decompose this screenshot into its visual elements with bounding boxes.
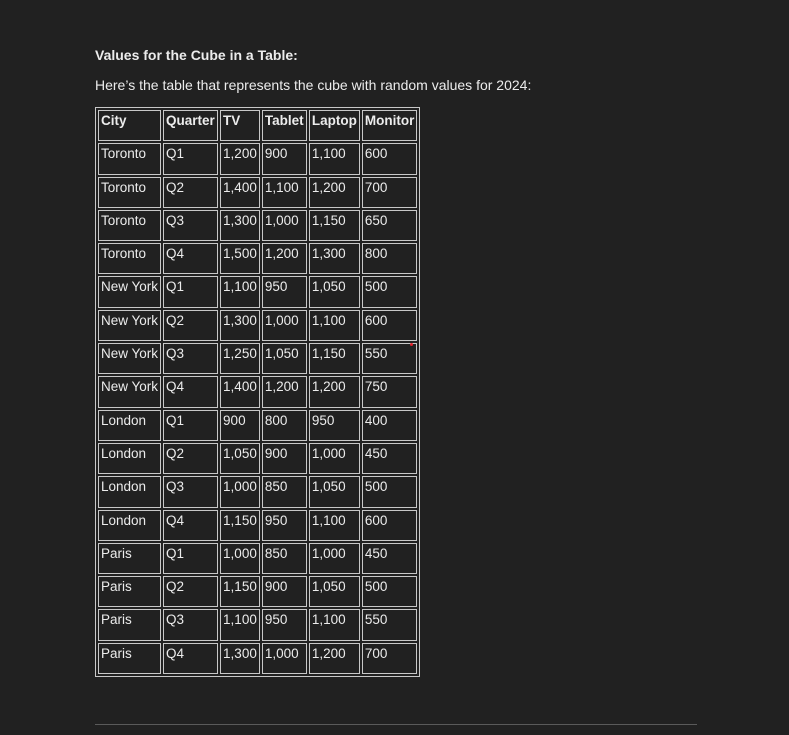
table-row — [98, 476, 417, 507]
cell-monitor: 450 — [362, 543, 418, 574]
cell-laptop: 1,300 — [309, 243, 360, 274]
cell-tablet: 900 — [262, 576, 307, 607]
cell-tv: 1,150 — [220, 576, 260, 607]
cell-tv: 1,400 — [220, 376, 260, 407]
cell-tablet: 950 — [262, 609, 307, 640]
cell-laptop: 1,200 — [309, 177, 360, 208]
cell-city: Paris — [98, 576, 161, 607]
cell-monitor: 500 — [362, 276, 418, 307]
cell-tablet: 900 — [262, 143, 307, 174]
cell-city: London — [98, 410, 161, 441]
cell-monitor: 550 — [362, 609, 418, 640]
cell-monitor: 750 — [362, 376, 418, 407]
intro-text: Here’s the table that represents the cube with random values for 2024: — [95, 77, 532, 93]
table-row — [98, 310, 417, 341]
cell-monitor: 550 — [362, 343, 418, 374]
cell-city: Paris — [98, 543, 161, 574]
cell-tv: 1,000 — [220, 476, 260, 507]
cell-city: London — [98, 443, 161, 474]
cell-tablet: 1,100 — [262, 177, 307, 208]
cell-tv: 900 — [220, 410, 260, 441]
cell-laptop: 1,050 — [309, 276, 360, 307]
cell-tablet: 1,200 — [262, 243, 307, 274]
cell-tablet: 1,000 — [262, 643, 307, 674]
table-row — [98, 443, 417, 474]
table-body — [98, 143, 417, 674]
cell-laptop: 1,050 — [309, 576, 360, 607]
cell-tablet: 950 — [262, 510, 307, 541]
column-header-tablet: Tablet — [262, 110, 307, 141]
cell-laptop: 1,150 — [309, 343, 360, 374]
column-header-laptop: Laptop — [309, 110, 360, 141]
cell-city: New York — [98, 376, 161, 407]
cell-quarter: Q4 — [163, 510, 218, 541]
cell-tablet: 1,000 — [262, 310, 307, 341]
cell-laptop: 1,000 — [309, 543, 360, 574]
cell-monitor: 600 — [362, 143, 418, 174]
table-row — [98, 643, 417, 674]
cell-tablet: 1,000 — [262, 210, 307, 241]
cursor-dot — [410, 343, 413, 346]
cell-quarter: Q2 — [163, 443, 218, 474]
cell-tablet: 1,050 — [262, 343, 307, 374]
cell-laptop: 1,100 — [309, 310, 360, 341]
table-row — [98, 376, 417, 407]
table-row — [98, 410, 417, 441]
cell-monitor: 400 — [362, 410, 418, 441]
cell-city: Toronto — [98, 177, 161, 208]
column-header-monitor: Monitor — [362, 110, 418, 141]
table-row — [98, 609, 417, 640]
cell-monitor: 600 — [362, 510, 418, 541]
cell-tablet: 850 — [262, 543, 307, 574]
cell-laptop: 950 — [309, 410, 360, 441]
cell-quarter: Q2 — [163, 177, 218, 208]
column-header-tv: TV — [220, 110, 260, 141]
column-header-city: City — [98, 110, 161, 141]
cell-tv: 1,300 — [220, 210, 260, 241]
table-row — [98, 543, 417, 574]
cell-quarter: Q1 — [163, 410, 218, 441]
section-heading: Values for the Cube in a Table: — [95, 47, 298, 63]
cell-tv: 1,100 — [220, 609, 260, 640]
cell-quarter: Q4 — [163, 643, 218, 674]
cell-quarter: Q2 — [163, 310, 218, 341]
cell-tablet: 850 — [262, 476, 307, 507]
table-row — [98, 510, 417, 541]
table-row — [98, 576, 417, 607]
cell-tv: 1,200 — [220, 143, 260, 174]
cell-laptop: 1,000 — [309, 443, 360, 474]
cell-tablet: 950 — [262, 276, 307, 307]
table-row — [98, 210, 417, 241]
column-header-quarter: Quarter — [163, 110, 218, 141]
cell-laptop: 1,200 — [309, 376, 360, 407]
cell-monitor: 450 — [362, 443, 418, 474]
cell-laptop: 1,050 — [309, 476, 360, 507]
table-row — [98, 243, 417, 274]
cell-tv: 1,300 — [220, 643, 260, 674]
cell-city: New York — [98, 343, 161, 374]
cell-city: London — [98, 510, 161, 541]
table-row — [98, 276, 417, 307]
cell-laptop: 1,100 — [309, 510, 360, 541]
cell-monitor: 800 — [362, 243, 418, 274]
cell-tv: 1,500 — [220, 243, 260, 274]
cell-quarter: Q4 — [163, 376, 218, 407]
cell-laptop: 1,200 — [309, 643, 360, 674]
cell-tv: 1,100 — [220, 276, 260, 307]
cell-quarter: Q1 — [163, 276, 218, 307]
cell-city: New York — [98, 310, 161, 341]
cell-laptop: 1,150 — [309, 210, 360, 241]
divider — [95, 724, 697, 725]
cell-tv: 1,250 — [220, 343, 260, 374]
cell-laptop: 1,100 — [309, 609, 360, 640]
cell-tablet: 800 — [262, 410, 307, 441]
cell-city: Toronto — [98, 143, 161, 174]
table-row — [98, 143, 417, 174]
cell-quarter: Q3 — [163, 210, 218, 241]
cell-quarter: Q4 — [163, 243, 218, 274]
cell-monitor: 500 — [362, 576, 418, 607]
cell-city: Toronto — [98, 243, 161, 274]
cell-city: Toronto — [98, 210, 161, 241]
cell-city: London — [98, 476, 161, 507]
table-row — [98, 343, 417, 374]
cell-quarter: Q2 — [163, 576, 218, 607]
cell-tv: 1,400 — [220, 177, 260, 208]
table-header-row — [98, 110, 417, 141]
cell-tv: 1,150 — [220, 510, 260, 541]
cell-city: Paris — [98, 609, 161, 640]
cell-city: Paris — [98, 643, 161, 674]
cell-quarter: Q3 — [163, 609, 218, 640]
cell-monitor: 700 — [362, 643, 418, 674]
cell-quarter: Q1 — [163, 543, 218, 574]
cell-tablet: 900 — [262, 443, 307, 474]
cell-quarter: Q3 — [163, 343, 218, 374]
cell-tv: 1,050 — [220, 443, 260, 474]
cell-quarter: Q1 — [163, 143, 218, 174]
cell-laptop: 1,100 — [309, 143, 360, 174]
table-row — [98, 177, 417, 208]
cell-tablet: 1,200 — [262, 376, 307, 407]
cell-tv: 1,000 — [220, 543, 260, 574]
cell-monitor: 600 — [362, 310, 418, 341]
cell-monitor: 700 — [362, 177, 418, 208]
cube-table — [95, 107, 420, 677]
cell-monitor: 500 — [362, 476, 418, 507]
cell-city: New York — [98, 276, 161, 307]
cell-tv: 1,300 — [220, 310, 260, 341]
cell-quarter: Q3 — [163, 476, 218, 507]
cell-monitor: 650 — [362, 210, 418, 241]
